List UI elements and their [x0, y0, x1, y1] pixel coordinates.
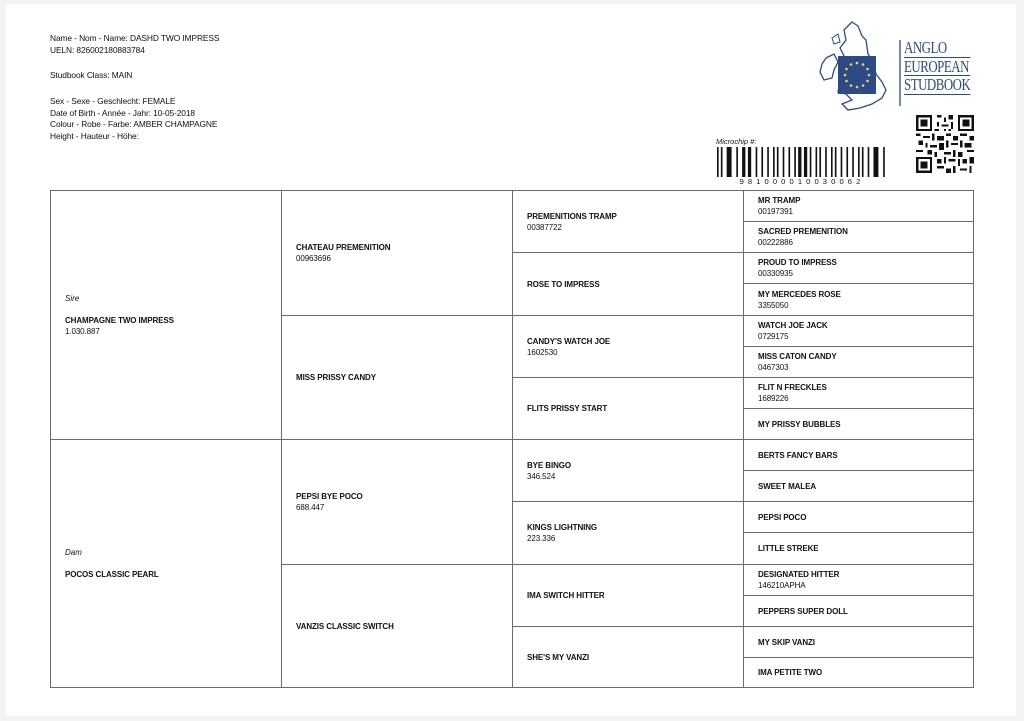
microchip-label: Microchip #: [716, 137, 757, 146]
barcode-bar [727, 147, 732, 177]
gen4-cell-7 [743, 377, 974, 409]
gen2-cell-3 [281, 439, 513, 565]
horse-name-line: Name - Nom - Name: DASHD TWO IMPRESS [50, 33, 220, 43]
gen2-reg: 00963696 [296, 254, 331, 263]
studbook-class-line: Studbook Class: MAIN [50, 70, 133, 80]
gen3-name: SHE'S MY VANZI [527, 652, 589, 662]
barcode-bar [819, 147, 821, 177]
gen3-cell-7 [512, 564, 744, 627]
gen4-cell-6 [743, 346, 974, 378]
gen4-name: SACRED PREMENITION [758, 227, 848, 236]
gen3-cell-5 [512, 439, 744, 502]
dam-cell [50, 439, 282, 688]
barcode-bar [852, 147, 854, 177]
gen4-cell-13 [743, 564, 974, 596]
microchip-barcode[interactable] [716, 147, 888, 177]
gen2-name: MISS PRISSY CANDY [296, 373, 376, 382]
gen2-cell-1 [281, 190, 513, 316]
barcode-bar [717, 147, 719, 177]
gen4-cell-2 [743, 221, 974, 253]
gen3-reg: 00387722 [527, 222, 562, 232]
barcode-bar [788, 147, 790, 177]
sire-reg: 1.030.887 [65, 327, 100, 336]
gen4-cell-14 [743, 595, 974, 627]
gen3-name: KINGS LIGHTNING [527, 523, 598, 532]
logo-wordmark [904, 40, 970, 96]
gen3-cell-6 [512, 501, 744, 565]
barcode-bar [883, 147, 885, 177]
gen4-cell-9 [743, 439, 974, 471]
gen4-name: PEPSI POCO [758, 512, 807, 522]
gen4-reg: 146210APHA [758, 581, 806, 590]
gen3-name: BYE BINGO [527, 460, 571, 470]
gen4-name: FLIT N FRECKLES [758, 383, 827, 392]
sire-cell [50, 190, 282, 440]
gen4-name: IMA PETITE TWO [758, 668, 823, 677]
gen4-name: WATCH JOE JACK [758, 321, 828, 330]
gen2-cell-4 [281, 564, 513, 688]
barcode-bar [773, 147, 775, 177]
gen4-cell-4 [743, 283, 974, 316]
gen3-name: PREMENITIONS TRAMP [527, 211, 617, 221]
pedigree-table [50, 190, 974, 688]
gen4-cell-3 [743, 252, 974, 284]
gen4-reg: 00330935 [758, 269, 793, 278]
barcode-bar [868, 147, 870, 177]
gen2-name: PEPSI BYE POCO [296, 492, 363, 501]
barcode-bar [736, 147, 738, 177]
gen4-name: PROUD TO IMPRESS [758, 258, 837, 267]
barcode-bar [835, 147, 837, 177]
barcode-bar [748, 147, 751, 177]
gen4-cell-12 [743, 532, 974, 565]
barcode-bar [777, 147, 779, 177]
gen4-cell-8 [743, 408, 974, 440]
gen4-reg: 0467303 [758, 363, 789, 372]
gen4-name: MY MERCEDES ROSE [758, 289, 841, 299]
barcode-bar [767, 147, 769, 177]
studbook-class [50, 70, 132, 82]
sire-label: Sire [65, 294, 80, 303]
logo-word-anglo: ANGLO [904, 40, 970, 58]
gen3-name: ROSE TO IMPRESS [527, 279, 600, 289]
gen4-cell-11 [743, 501, 974, 533]
barcode-bar [721, 147, 723, 177]
barcode-bar [841, 147, 843, 177]
barcode-bar [831, 147, 833, 177]
qr-code[interactable] [916, 115, 974, 173]
gen3-name: FLITS PRISSY START [527, 404, 608, 413]
gen4-name: MR TRAMP [758, 196, 801, 205]
gen3-name: CANDY'S WATCH JOE [527, 336, 611, 346]
barcode-bar [804, 147, 807, 177]
barcode-bar [862, 147, 864, 177]
gen4-name: LITTLE STREKE [758, 544, 819, 553]
horse-details [50, 33, 219, 56]
barcode-bar [761, 147, 763, 177]
ueln-line: UELN: 826002180883784 [50, 44, 145, 55]
gen4-cell-1 [743, 190, 974, 222]
gen3-cell-3 [512, 315, 744, 378]
sire-name: CHAMPAGNE TWO IMPRESS [65, 316, 174, 325]
gen4-reg: 0729175 [758, 332, 789, 341]
date-of-birth-line: Date of Birth - Année - Jahr: 10-05-2018 [50, 107, 195, 118]
gen3-name: IMA SWITCH HITTER [527, 591, 605, 600]
barcode-bar [756, 147, 758, 177]
gen4-reg: 00222886 [758, 238, 793, 247]
gen2-cell-2 [281, 315, 513, 440]
gen4-reg: 3355050 [758, 300, 789, 310]
gen4-name: MY SKIP VANZI [758, 637, 815, 647]
barcode-bar [742, 147, 745, 177]
gen3-cell-8 [512, 626, 744, 688]
dam-name: POCOS CLASSIC PEARL [65, 570, 159, 579]
logo-word-european: EUROPEAN [904, 56, 969, 76]
gen3-cell-2 [512, 252, 744, 316]
gen3-cell-4 [512, 377, 744, 440]
gen2-name: CHATEAU PREMENITION [296, 243, 391, 252]
barcode-bar [846, 147, 848, 177]
gen4-cell-16 [743, 657, 974, 688]
barcode-bar [794, 147, 796, 177]
gen4-reg: 00197391 [758, 207, 793, 216]
gen3-reg: 1602530 [527, 347, 558, 357]
horse-attributes [50, 96, 217, 142]
sex-line: Sex - Sexe - Geschlecht: FEMALE [50, 96, 176, 106]
gen4-cell-5 [743, 315, 974, 347]
gen4-cell-10 [743, 470, 974, 502]
gen2-name: VANZIS CLASSIC SWITCH [296, 621, 394, 631]
gen4-name: SWEET MALEA [758, 481, 817, 491]
barcode-bar [816, 147, 818, 177]
gen3-cell-1 [512, 190, 744, 253]
gen4-name: PEPPERS SUPER DOLL [758, 606, 848, 616]
gen3-reg: 346.524 [527, 471, 556, 481]
gen3-reg: 223.336 [527, 534, 556, 543]
barcode-bar [783, 147, 785, 177]
colour-line: Colour - Robe - Farbe: AMBER CHAMPAGNE [50, 119, 218, 129]
dam-label: Dam [65, 548, 82, 557]
gen4-name: MY PRISSY BUBBLES [758, 419, 841, 429]
gen4-name: MISS CATON CANDY [758, 352, 837, 361]
gen4-name: BERTS FANCY BARS [758, 450, 838, 460]
barcode-bar [798, 147, 801, 177]
gen2-reg: 688.447 [296, 503, 325, 512]
barcode-bar [810, 147, 812, 177]
gen4-name: DESIGNATED HITTER [758, 570, 840, 579]
height-line: Height - Hauteur - Höhe: [50, 130, 139, 141]
microchip-number: 981000010030062 [739, 177, 865, 186]
barcode-bar [873, 147, 878, 177]
barcode-bar [858, 147, 860, 177]
gen4-cell-15 [743, 626, 974, 658]
gen4-reg: 1689226 [758, 394, 789, 403]
logo-word-studbook: STUDBOOK [904, 75, 971, 94]
barcode-bar [825, 147, 827, 177]
